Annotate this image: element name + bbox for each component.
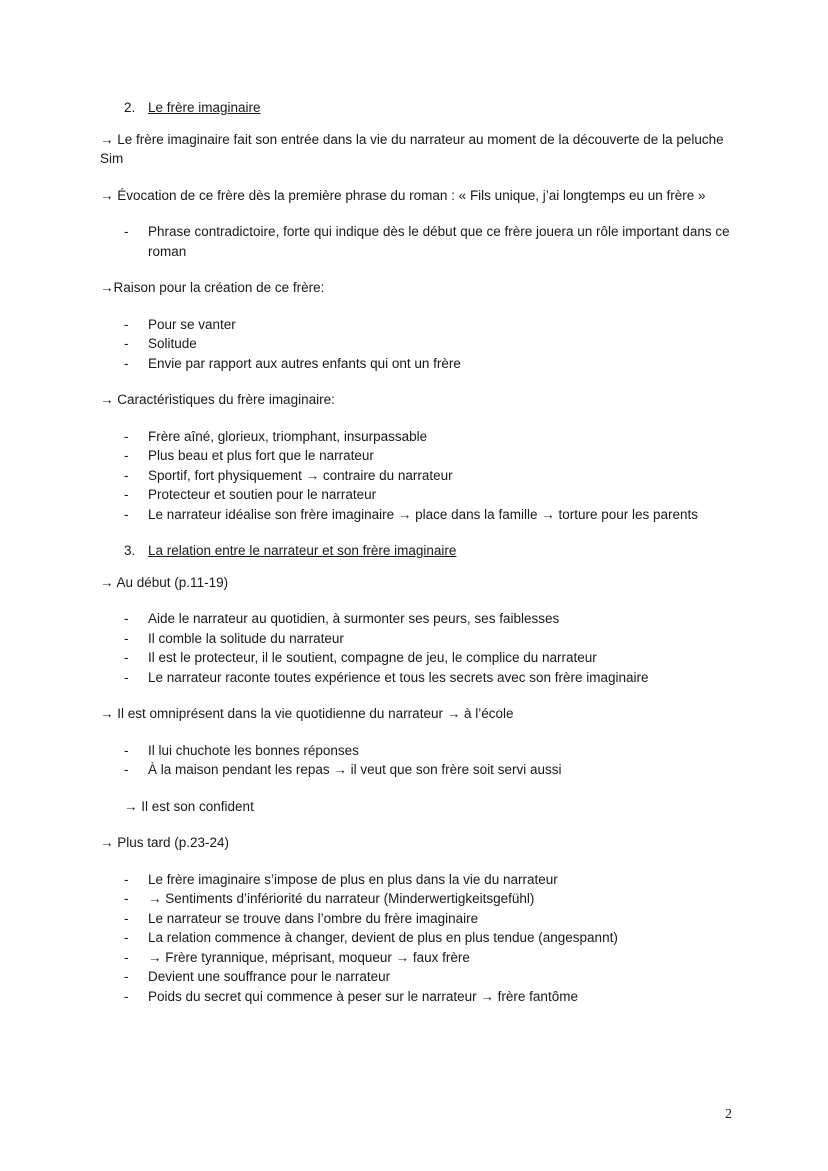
list-item-text: À la maison pendant les repas → il veut que son frère soit servi aussi (148, 762, 562, 777)
list-item-text: Devient une souffrance pour le narrateur (148, 969, 391, 984)
list-item (100, 505, 740, 525)
dash-list (100, 609, 740, 687)
list-item-text: Frère aîné, glorieux, triomphant, insurpassable (148, 428, 428, 444)
dash-list (100, 315, 740, 374)
list-item-text: → Frère tyrannique, méprisant, moqueur → faux frère (148, 949, 470, 965)
list-item (100, 909, 740, 929)
list-item-text: → Sentiments d’infériorité du narrateur (Minderwertigkeitsgefühl) (148, 891, 535, 906)
dash-list (100, 427, 740, 525)
dash-bullet: - (124, 224, 129, 239)
dash-bullet: - (124, 611, 129, 626)
list-item-text: Il est le protecteur, il le soutient, compagne de jeu, le complice du narrateur (148, 650, 597, 665)
dash-bullet: - (124, 630, 129, 646)
list-item-text: Poids du secret qui commence à peser sur le narrateur → frère fantôme (148, 988, 578, 1004)
list-item (100, 967, 740, 987)
list-item-text: Plus beau et plus fort que le narrateur (148, 448, 374, 463)
list-item (100, 222, 740, 261)
list-item (100, 987, 740, 1007)
list-item (100, 334, 740, 354)
list-item (100, 668, 740, 688)
section-number: 3. (124, 543, 136, 558)
list-item-text: Aide le narrateur au quotidien, à surmonter ses peurs, ses faiblesses (148, 611, 560, 626)
arrow-paragraph: → Il est omniprésent dans la vie quotidienne du narrateur → à l’école (100, 706, 514, 721)
dash-bullet: - (124, 316, 129, 332)
list-item (100, 648, 740, 668)
list-item-text: Le narrateur idéalise son frère imaginaire → place dans la famille → torture pour les parents (148, 506, 699, 522)
dash-bullet: - (124, 336, 129, 351)
list-item (100, 466, 740, 486)
list-item (100, 354, 740, 374)
dash-bullet: - (124, 891, 129, 906)
arrow-paragraph: → Caractéristiques du frère imaginaire: (100, 392, 335, 407)
arrow-paragraph: → Plus tard (p.23-24) (100, 835, 230, 850)
section-heading (124, 98, 740, 118)
list-item (100, 485, 740, 505)
page-content (100, 98, 740, 1023)
dash-bullet: - (124, 355, 129, 371)
list-item (100, 760, 740, 780)
list-item-text: La relation commence à changer, devient de plus en plus tendue (angespannt) (148, 930, 618, 945)
list-item (100, 928, 740, 948)
arrow-paragraph: → Le frère imaginaire fait son entrée dans la vie du narrateur au moment de la découverte de la peluche Sim (100, 131, 724, 166)
dash-bullet: - (124, 949, 129, 965)
dash-bullet: - (124, 910, 129, 926)
list-item-text: Pour se vanter (148, 316, 236, 332)
dash-bullet: - (124, 969, 129, 984)
dash-bullet: - (124, 762, 129, 777)
section-number: 2. (124, 100, 136, 115)
dash-list (100, 870, 740, 1007)
section-title-text: La relation entre le narrateur et son frère imaginaire (148, 543, 457, 558)
dash-bullet: - (124, 487, 129, 502)
list-item-text: Envie par rapport aux autres enfants qui ont un frère (148, 355, 461, 371)
list-item-text: Le narrateur raconte toutes expérience et tous les secrets avec son frère imaginaire (148, 669, 649, 685)
list-item (100, 948, 740, 968)
list-item-text: Protecteur et soutien pour le narrateur (148, 487, 377, 502)
dash-bullet: - (124, 428, 129, 444)
dash-bullet: - (124, 988, 129, 1004)
arrow-paragraph: → Évocation de ce frère dès la première phrase du roman : « Fils unique, j’ai longtemps eu un frère » (100, 187, 706, 203)
list-item-text: Phrase contradictoire, forte qui indique dès le début que ce frère jouera un rôle important dans ce roman (148, 224, 730, 259)
dash-bullet: - (124, 650, 129, 665)
section-title-text: Le frère imaginaire (148, 100, 261, 115)
page-number: 2 (725, 1107, 732, 1122)
dash-list (100, 741, 740, 780)
list-item (100, 446, 740, 466)
list-item (100, 427, 740, 447)
dash-list (100, 222, 740, 261)
dash-bullet: - (124, 742, 129, 758)
dash-bullet: - (124, 871, 129, 887)
arrow-paragraph: →Raison pour la création de ce frère: (100, 280, 325, 295)
list-item-text: Sportif, fort physiquement → contraire du narrateur (148, 467, 453, 483)
list-item (100, 870, 740, 890)
list-item-text: Il comble la solitude du narrateur (148, 630, 344, 646)
arrow-paragraph: → Au début (p.11-19) (100, 574, 229, 590)
list-item-text: Il lui chuchote les bonnes réponses (148, 742, 359, 758)
arrow-paragraph: → Il est son confident (124, 798, 254, 814)
dash-bullet: - (124, 930, 129, 945)
dash-bullet: - (124, 467, 129, 483)
dash-bullet: - (124, 669, 129, 685)
list-item (100, 741, 740, 761)
section-heading (124, 541, 740, 561)
list-item-text: Le narrateur se trouve dans l’ombre du frère imaginaire (148, 910, 479, 926)
list-item (100, 315, 740, 335)
list-item (100, 609, 740, 629)
list-item-text: Le frère imaginaire s’impose de plus en plus dans la vie du narrateur (148, 871, 558, 887)
list-item (100, 629, 740, 649)
list-item-text: Solitude (148, 336, 197, 351)
list-item (100, 889, 740, 909)
dash-bullet: - (124, 506, 129, 522)
dash-bullet: - (124, 448, 129, 463)
